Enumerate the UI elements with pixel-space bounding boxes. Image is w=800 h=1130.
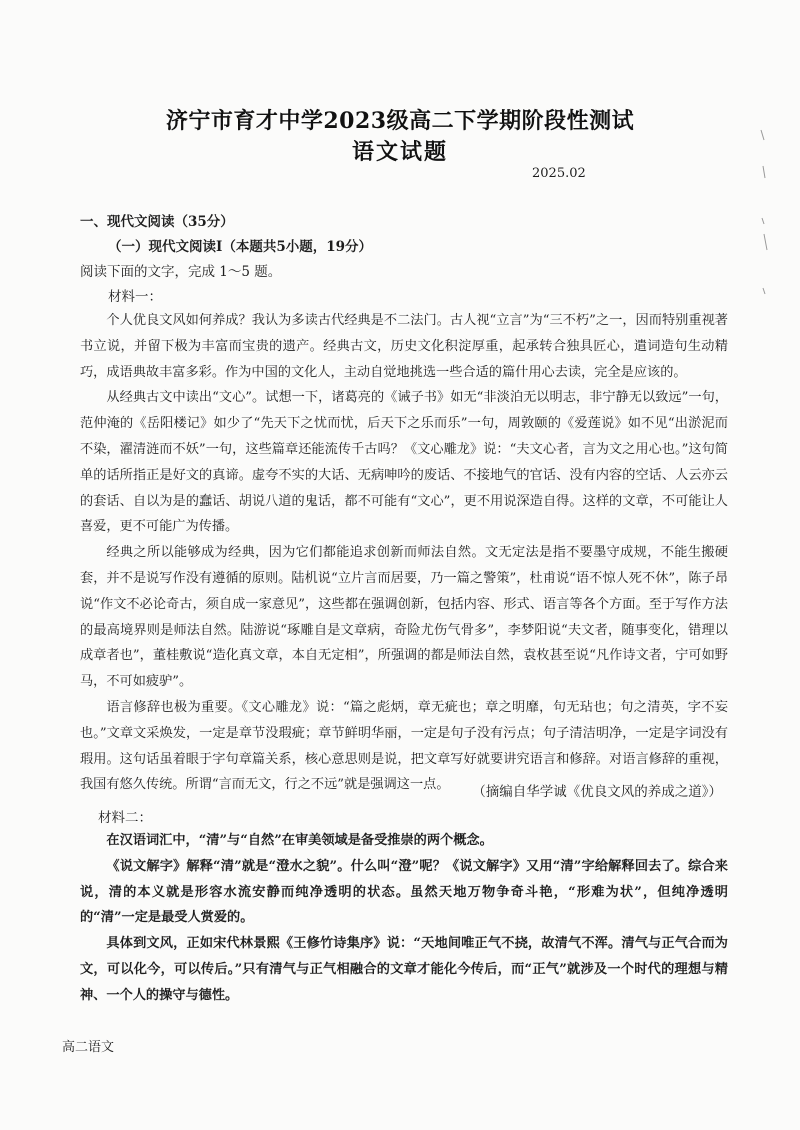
margin-tick <box>764 234 767 250</box>
margin-tick <box>763 288 765 294</box>
subsection-heading: （一）现代文阅读Ⅰ（本题共5小题，19分） <box>108 239 372 255</box>
material2-body <box>80 828 728 1009</box>
material2-label: 材料二： <box>98 810 152 826</box>
margin-tick <box>761 130 764 140</box>
material1-paragraph: 语言修辞也极为重要。《文心雕龙》说：“篇之彪炳，章无疵也；章之明靡，句无玷也；句之清英，字不妄也。”文章文采焕发，一定是章节没瑕疵；章节鲜明华丽，一定是句子没有污点；句子清洁明净，一定是字词没有瑕用。这句话虽着眼于字句章篇关系，核心意思则是说，把文章写好就要讲究语言和修辞。对语言修辞的重视，我国有悠久传统。所谓“言而无文，行之不远”就是强调这一点。 <box>80 699 728 793</box>
exam-title: 济宁市育才中学2023级高二下学期阶段性测试 <box>165 108 635 134</box>
material1-paragraph: 个人优良文风如何养成？我认为多读古代经典是不二法门。古人视“立言”为“三不朽”之一，因而特别重视著书立说，并留下极为丰富而宝贵的遗产。经典古文，历史文化积淀厚重，起承转合独具匠心，遣词造句生动精巧，成语典故丰富多彩。作为中国的文化人，主动自觉地挑选一些合适的篇什用心去读，完全是应该的。 <box>80 313 728 380</box>
material1-citation: （摘编自华学诚《优良文风的养成之道》） <box>472 784 722 800</box>
material2-paragraph: 在汉语词汇中，“清”与“自然”在审美领域是备受推崇的两个概念。 <box>106 833 493 848</box>
material2-paragraph: 《说文解字》解释“清”就是“澄水之貌”。什么叫“澄”呢？《说文解字》又用“清”字给解释回去了。综合来说，清的本义就是形容水流安静而纯净透明的状态。虽然天地万物争奇斗艳，“形难为状”，但纯净透明的“清”一定是最受人赏爱的。 <box>80 858 728 926</box>
reading-instruction: 阅读下面的文字，完成 1～5 题。 <box>80 264 282 280</box>
binding-margin-marks <box>755 120 785 350</box>
material2-paragraph: 具体到文风，正如宋代林景熙《王修竹诗集序》说：“天地间唯正气不挠，故清气不浑。清气与正气合而为文，可以化今，可以传后。”只有清气与正气相融合的文章才能化今传后，而“正气”就涉及一个时代的理想与精神、一个人的操守与德性。 <box>80 936 728 1003</box>
material1-paragraph: 经典之所以能够成为经典，因为它们都能追求创新而师法自然。文无定法是指不要墨守成规，不能生搬硬套，并不是说写作没有遵循的原则。陆机说“立片言而居要，乃一篇之警策”，杜甫说“语不惊人死不休”，陈子昂说“作文不必论奇古，须自成一家意见”，这些都在强调创新，包括内容、形式、语言等各个方面。至于写作方法的最高境界则是师法自然。陆游说“琢雕自是文章病，奇险尤伤气骨多”，李梦阳说“夫文者，随事变化，错理以成章者也”，董桂敷说“造化真文章，本自无定相”，所强调的都是师法自然，袁枚甚至说“凡作诗文者，宁可如野马，不可如疲驴”。 <box>80 545 728 690</box>
exam-date: 2025.02 <box>532 166 586 181</box>
margin-tick <box>763 166 765 178</box>
material1-paragraph: 从经典古文中读出“文心”。试想一下，诸葛亮的《诫子书》如无“非淡泊无以明志，非宁静无以致远”一句，范仲淹的《岳阳楼记》如少了“先天下之忧而忧，后天下之乐而乐”一句，周敦颐的《爱莲说》如不见“出淤泥而不染，濯清涟而不妖”一句，这些篇章还能流传千古吗？《文心雕龙》说：“夫文心者，言为文之用心也。”这句简单的话所指正是好文的真谛。虚夸不实的大话、无病呻吟的废话、不接地气的官话、没有内容的空话、人云亦云的套话、自以为是的蠢话、胡说八道的鬼话，都不可能有“文心”，更不用说深造自得。这样的文章，不可能让人喜爱，更不可能广为传播。 <box>80 390 728 535</box>
page-footer-label: 高二语文 <box>62 1040 115 1055</box>
material1-label: 材料一： <box>108 289 162 305</box>
margin-tick <box>762 218 764 224</box>
section-heading: 一、现代文阅读（35分） <box>80 214 234 230</box>
material1-body <box>80 308 728 798</box>
exam-subject-title: 语文试题 <box>351 139 448 165</box>
